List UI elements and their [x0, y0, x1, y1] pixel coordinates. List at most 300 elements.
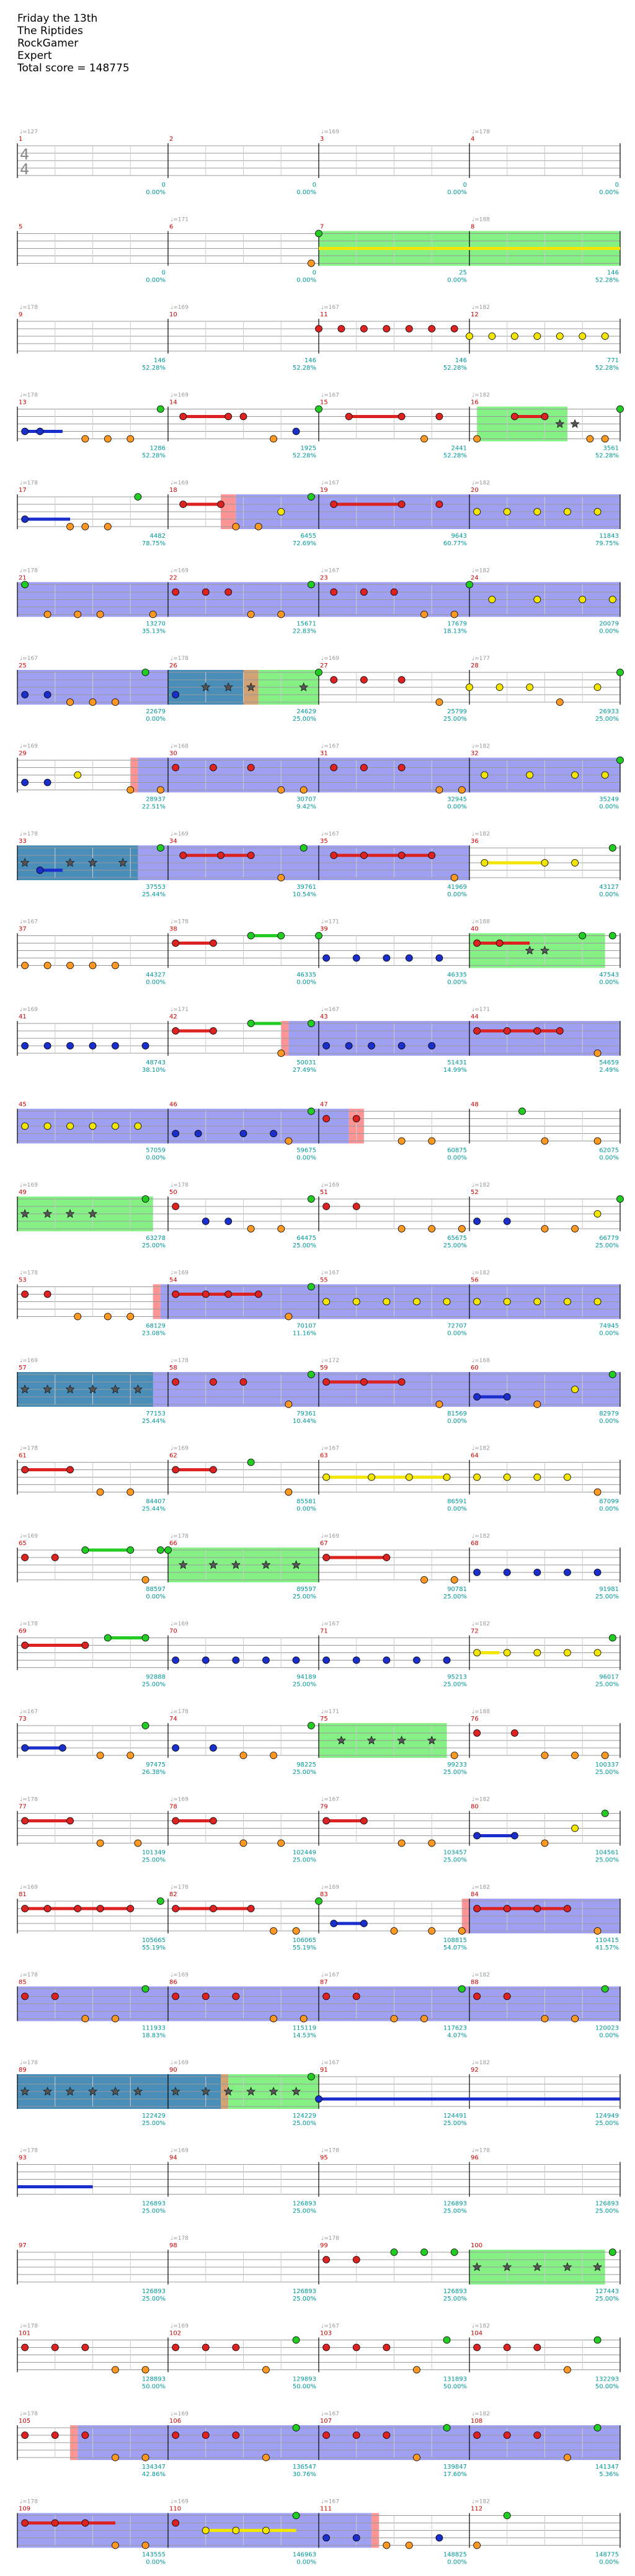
orange-note — [127, 1489, 134, 1495]
orange-note — [157, 787, 164, 793]
measure-number: 3 — [320, 136, 324, 143]
red-note — [67, 1817, 74, 1824]
red-note — [564, 1905, 571, 1912]
orange-note — [262, 2366, 269, 2373]
measure-score: 63278 — [146, 1235, 166, 1242]
tempo-marking: ♩=188 — [472, 1709, 490, 1715]
red-note — [172, 1817, 179, 1824]
blue-note — [195, 1130, 202, 1137]
measure-score: 65675 — [447, 1235, 467, 1242]
green-note — [308, 1723, 314, 1729]
red-note — [210, 1905, 216, 1912]
red-note — [172, 2344, 179, 2351]
orange-note — [436, 787, 443, 793]
red-note — [180, 413, 187, 420]
measure-percent: 78.75% — [141, 540, 166, 547]
orange-note — [594, 1050, 601, 1057]
measure-number: 84 — [471, 1891, 479, 1898]
measure-score: 68129 — [146, 1322, 166, 1330]
green-note — [22, 581, 29, 588]
measure-percent: 0.00% — [599, 891, 619, 898]
orange-note — [421, 611, 428, 618]
blue-note — [323, 955, 330, 961]
green-note — [142, 1985, 149, 1992]
orange-note — [255, 524, 262, 530]
yellow-note — [579, 596, 586, 603]
yellow-note — [22, 1123, 29, 1130]
measure-number: 83 — [320, 1891, 328, 1898]
red-note — [360, 1817, 367, 1824]
orange-note — [149, 611, 156, 618]
blue-note — [37, 867, 43, 874]
red-note — [534, 1905, 541, 1912]
red-note — [22, 1817, 29, 1824]
yellow-note — [89, 1123, 96, 1130]
red-note — [172, 764, 179, 771]
tempo-marking: ♩=182 — [472, 1621, 490, 1628]
blue-note — [270, 1130, 277, 1137]
green-note — [316, 406, 322, 412]
measure-score: 146 — [304, 357, 316, 364]
measure-number: 36 — [471, 838, 479, 845]
green-note — [466, 581, 473, 588]
difficulty-label: Expert — [17, 50, 52, 62]
orange-note — [270, 1928, 277, 1935]
orange-note — [451, 875, 458, 881]
measure-percent: 55.19% — [141, 1945, 166, 1951]
blue-note — [89, 1043, 96, 1050]
red-note — [210, 1379, 216, 1386]
red-note — [323, 1203, 330, 1210]
red-note — [331, 589, 337, 595]
yellow-note — [541, 860, 548, 867]
blue-note — [474, 1569, 481, 1576]
measure-number: 72 — [471, 1628, 479, 1635]
green-note — [602, 1985, 608, 1992]
blue-note — [368, 1043, 375, 1050]
blue-note — [474, 1218, 481, 1225]
measure-number: 75 — [320, 1716, 328, 1723]
green-note — [247, 1020, 254, 1027]
green-note — [127, 1547, 134, 1554]
measure-number: 91 — [320, 2067, 328, 2074]
tempo-marking: ♩=182 — [472, 1796, 490, 1803]
green-note — [594, 2337, 601, 2343]
measure-score: 17679 — [447, 620, 467, 628]
measure-number: 12 — [471, 311, 479, 318]
measure-percent: 60.77% — [443, 540, 467, 547]
measure-score: 136547 — [292, 2464, 316, 2471]
green-note — [594, 2425, 601, 2431]
orange-note — [429, 1138, 435, 1144]
green-note — [293, 2425, 300, 2431]
yellow-note — [504, 1474, 510, 1481]
measure-percent: 0.00% — [146, 1154, 166, 1162]
measure-percent: 25.00% — [292, 1769, 316, 1776]
yellow-note — [609, 596, 616, 603]
green-note — [293, 2512, 300, 2519]
measure-number: 33 — [19, 838, 27, 845]
measure-score: 771 — [606, 357, 619, 364]
measure-score: 24629 — [296, 708, 316, 715]
red-note — [331, 852, 337, 859]
red-note — [541, 413, 548, 420]
measure-percent: 25.00% — [292, 716, 316, 723]
orange-note — [541, 1138, 548, 1144]
red-note — [172, 1993, 179, 2000]
measure-percent: 0.00% — [599, 803, 619, 811]
tempo-marking: ♩=182 — [472, 1270, 490, 1277]
measure-score: 11843 — [599, 533, 619, 540]
measure-number: 23 — [320, 574, 328, 582]
red-note — [67, 1466, 74, 1473]
measure-number: 112 — [471, 2505, 483, 2513]
measure-percent: 25.00% — [292, 1856, 316, 1864]
measure-number: 54 — [169, 1277, 177, 1284]
blue-note — [112, 1043, 118, 1050]
tempo-marking: ♩=178 — [321, 2147, 339, 2154]
measure-percent: 52.28% — [443, 365, 467, 372]
red-note — [22, 1554, 29, 1561]
green-note — [617, 669, 624, 676]
orange-note — [458, 1928, 465, 1935]
green-note — [421, 2249, 428, 2256]
measure-score: 148825 — [443, 2551, 467, 2559]
measure-number: 61 — [19, 1452, 27, 1460]
measure-number: 71 — [320, 1628, 328, 1635]
green-note — [308, 1020, 314, 1027]
measure-number: 32 — [471, 750, 479, 757]
measure-percent: 25.00% — [595, 1769, 619, 1776]
red-note — [534, 2344, 541, 2351]
red-note — [323, 1379, 330, 1386]
blue-note — [316, 2096, 322, 2103]
orange-note — [383, 2542, 390, 2549]
red-note — [51, 1993, 58, 2000]
measure-score: 13270 — [146, 620, 166, 628]
orange-note — [127, 1752, 134, 1759]
yellow-note — [504, 1649, 510, 1656]
orange-note — [97, 1840, 104, 1847]
measure-score: 128893 — [141, 2376, 166, 2383]
tempo-marking: ♩=171 — [171, 1007, 189, 1013]
measure-number: 108 — [471, 2418, 483, 2425]
blue-note — [345, 1043, 352, 1050]
measure-number: 80 — [471, 1803, 479, 1811]
orange-note — [451, 1577, 458, 1584]
measure-score: 126893 — [141, 2200, 166, 2208]
orange-note — [436, 1401, 443, 1408]
tempo-marking: ♩=171 — [321, 1709, 339, 1715]
tempo-marking: ♩=169 — [20, 1007, 38, 1013]
measure-percent: 0.00% — [447, 2559, 467, 2566]
measure-number: 9 — [19, 311, 23, 318]
measure-score: 74945 — [599, 1322, 619, 1330]
measure-score: 105665 — [141, 1937, 166, 1944]
measure-percent: 22.83% — [292, 628, 316, 635]
yellow-note — [526, 684, 533, 691]
measure-number: 6 — [169, 223, 174, 231]
tempo-marking: ♩=169 — [20, 1533, 38, 1540]
measure-score: 30707 — [296, 796, 316, 803]
yellow-note — [443, 1298, 450, 1305]
orange-note — [421, 2015, 428, 2022]
measure-number: 13 — [19, 399, 27, 406]
measure-number: 109 — [19, 2505, 31, 2513]
green-note — [609, 2249, 616, 2256]
blue-note — [293, 428, 300, 435]
green-note — [602, 1810, 608, 1817]
tempo-marking: ♩=178 — [20, 2147, 38, 2154]
yellow-note — [564, 509, 571, 515]
red-note — [22, 2344, 29, 2351]
measure-number: 50 — [169, 1189, 177, 1196]
tempo-marking: ♩=178 — [171, 1533, 189, 1540]
yellow-note — [564, 1298, 571, 1305]
tempo-marking: ♩=178 — [20, 480, 38, 486]
measure-percent: 52.28% — [292, 452, 316, 460]
measure-number: 1 — [19, 136, 23, 143]
red-note — [353, 1115, 360, 1122]
tempo-marking: ♩=178 — [171, 2235, 189, 2242]
orange-note — [270, 2015, 277, 2022]
measure-percent: 0.00% — [146, 277, 166, 284]
measure-number: 66 — [169, 1540, 177, 1547]
orange-note — [413, 2366, 420, 2373]
tempo-marking: ♩=169 — [321, 1533, 339, 1540]
red-note — [172, 940, 179, 947]
green-note — [316, 669, 322, 676]
tempo-marking: ♩=169 — [171, 2411, 189, 2417]
red-note — [406, 326, 412, 332]
yellow-note — [572, 1386, 579, 1393]
red-note — [338, 326, 345, 332]
measure-score: 92888 — [146, 1674, 166, 1681]
measure-percent: 25.00% — [292, 2208, 316, 2215]
red-note — [323, 2257, 330, 2263]
measure-score: 111933 — [141, 2025, 166, 2032]
red-note — [202, 2432, 209, 2439]
measure-score: 72707 — [447, 1322, 467, 1330]
measure-score: 148775 — [595, 2551, 619, 2559]
tempo-marking: ♩=178 — [20, 2498, 38, 2505]
red-note — [504, 1905, 510, 1912]
measure-score: 126893 — [595, 2200, 619, 2208]
measure-score: 146 — [153, 357, 166, 364]
green-note — [391, 2249, 397, 2256]
measure-score: 124491 — [443, 2113, 467, 2119]
blue-note — [474, 1832, 481, 1839]
measure-percent: 2.49% — [599, 1067, 619, 1074]
red-note — [353, 2432, 360, 2439]
measure-percent: 0.00% — [599, 1418, 619, 1425]
red-note — [172, 1291, 179, 1298]
orange-note — [398, 1226, 405, 1232]
measure-percent: 25.00% — [141, 1242, 166, 1249]
tempo-marking: ♩=167 — [321, 480, 339, 486]
red-note — [240, 1379, 247, 1386]
measure-percent: 25.00% — [141, 1856, 166, 1864]
measure-percent: 0.00% — [599, 979, 619, 986]
measure-number: 92 — [471, 2067, 479, 2074]
yellow-note — [44, 1123, 51, 1130]
green-note — [609, 845, 616, 852]
measure-score: 6455 — [300, 533, 316, 540]
measure-score: 9643 — [451, 533, 467, 540]
orange-note — [541, 1752, 548, 1759]
red-note — [172, 589, 179, 595]
measure-number: 99 — [320, 2242, 328, 2249]
measure-score: 104561 — [595, 1849, 619, 1856]
measure-percent: 0.00% — [599, 1330, 619, 1337]
measure-number: 110 — [169, 2505, 182, 2513]
green-note — [458, 1985, 465, 1992]
tempo-marking: ♩=167 — [321, 1270, 339, 1277]
measure-number: 93 — [19, 2154, 27, 2162]
red-note — [323, 1993, 330, 2000]
measure-percent: 25.44% — [141, 1418, 166, 1425]
orange-note — [44, 611, 51, 618]
orange-note — [262, 2454, 269, 2461]
measure-percent: 25.00% — [443, 716, 467, 723]
red-note — [202, 589, 209, 595]
measure-score: 108815 — [443, 1937, 467, 1944]
measure-number: 90 — [169, 2067, 177, 2074]
tempo-marking: ♩=178 — [171, 1358, 189, 1364]
tempo-marking: ♩=182 — [472, 743, 490, 750]
orange-note — [142, 2454, 149, 2461]
orange-note — [97, 1752, 104, 1759]
red-note — [345, 413, 352, 420]
measure-percent: 0.00% — [146, 2559, 166, 2566]
measure-number: 2 — [169, 136, 174, 143]
orange-note — [278, 611, 285, 618]
blue-note — [323, 2534, 330, 2541]
measure-number: 102 — [169, 2330, 182, 2337]
measure-score: 57059 — [146, 1147, 166, 1154]
tempo-marking: ♩=178 — [171, 656, 189, 662]
tempo-marking: ♩=182 — [472, 2060, 490, 2066]
red-note — [353, 2344, 360, 2351]
tempo-marking: ♩=182 — [472, 2411, 490, 2417]
tempo-marking: ♩=169 — [171, 831, 189, 837]
measure-number: 21 — [19, 574, 27, 582]
measure-percent: 25.00% — [141, 1681, 166, 1688]
measure-number: 37 — [19, 925, 27, 933]
yellow-note — [534, 509, 541, 515]
measure-number: 96 — [471, 2154, 479, 2162]
red-note — [429, 852, 435, 859]
song-artist: The Riptides — [17, 25, 83, 37]
measure-percent: 0.00% — [599, 628, 619, 635]
yellow-note — [572, 772, 579, 778]
measure-score: 64475 — [296, 1235, 316, 1242]
measure-score: 54659 — [599, 1059, 619, 1066]
tempo-marking: ♩=169 — [20, 743, 38, 750]
red-note — [398, 764, 405, 771]
blue-note — [240, 1130, 247, 1137]
red-note — [247, 764, 254, 771]
orange-note — [89, 699, 96, 706]
orange-note — [572, 1226, 579, 1232]
measure-number: 103 — [320, 2330, 332, 2337]
tempo-marking: ♩=178 — [20, 305, 38, 311]
orange-note — [572, 1752, 579, 1759]
red-note — [172, 2520, 179, 2526]
measure-percent: 38.10% — [141, 1067, 166, 1074]
yellow-note — [594, 684, 601, 691]
orange-note — [429, 1226, 435, 1232]
measure-number: 82 — [169, 1891, 177, 1898]
red-note — [474, 1993, 481, 2000]
measure-score: 60875 — [447, 1147, 467, 1154]
tempo-marking: ♩=171 — [321, 919, 339, 925]
measure-score: 126893 — [292, 2200, 316, 2208]
red-note — [398, 413, 405, 420]
measure-number: 57 — [19, 1365, 27, 1371]
measure-score: 1286 — [149, 445, 166, 452]
red-note — [353, 1203, 360, 1210]
measure-percent: 25.00% — [292, 2296, 316, 2302]
green-note — [316, 1898, 322, 1905]
red-note — [22, 1466, 29, 1473]
blue-note — [22, 779, 29, 786]
measure-score: 126893 — [443, 2288, 467, 2295]
measure-score: 99233 — [447, 1762, 467, 1768]
yellow-note — [466, 333, 473, 340]
orange-note — [564, 2454, 571, 2461]
orange-note — [541, 1840, 548, 1847]
green-note — [443, 2337, 450, 2343]
blue-note — [504, 1218, 510, 1225]
blue-note — [172, 1745, 179, 1752]
red-note — [353, 2257, 360, 2263]
measure-percent: 0.00% — [447, 1154, 467, 1162]
red-note — [331, 764, 337, 771]
measure-number: 40 — [471, 925, 479, 933]
blue-note — [44, 692, 51, 698]
measure-percent: 35.13% — [141, 628, 166, 635]
orange-note — [398, 1840, 405, 1847]
orange-note — [142, 1577, 149, 1584]
red-note — [436, 501, 443, 508]
measure-number: 63 — [320, 1452, 328, 1460]
measure-score: 79361 — [296, 1411, 316, 1417]
measure-number: 78 — [169, 1803, 177, 1811]
orange-note — [270, 435, 277, 442]
red-note — [436, 413, 443, 420]
measure-percent: 4.07% — [447, 2032, 467, 2039]
measure-score: 0 — [312, 182, 316, 189]
green-note — [135, 494, 141, 501]
yellow-note — [489, 596, 495, 603]
measure-percent: 50.00% — [141, 2383, 166, 2391]
measure-score: 0 — [161, 269, 166, 277]
measure-percent: 25.00% — [443, 1769, 467, 1776]
red-note — [210, 940, 216, 947]
green-note — [609, 1371, 616, 1378]
red-note — [210, 1817, 216, 1824]
orange-note — [429, 1840, 435, 1847]
red-note — [51, 2432, 58, 2439]
measure-percent: 25.00% — [141, 2120, 166, 2127]
red-note — [360, 852, 367, 859]
yellow-note — [594, 1211, 601, 1218]
red-note — [233, 1993, 239, 2000]
orange-note — [82, 524, 89, 530]
red-note — [225, 1291, 232, 1298]
green-note — [617, 757, 624, 764]
